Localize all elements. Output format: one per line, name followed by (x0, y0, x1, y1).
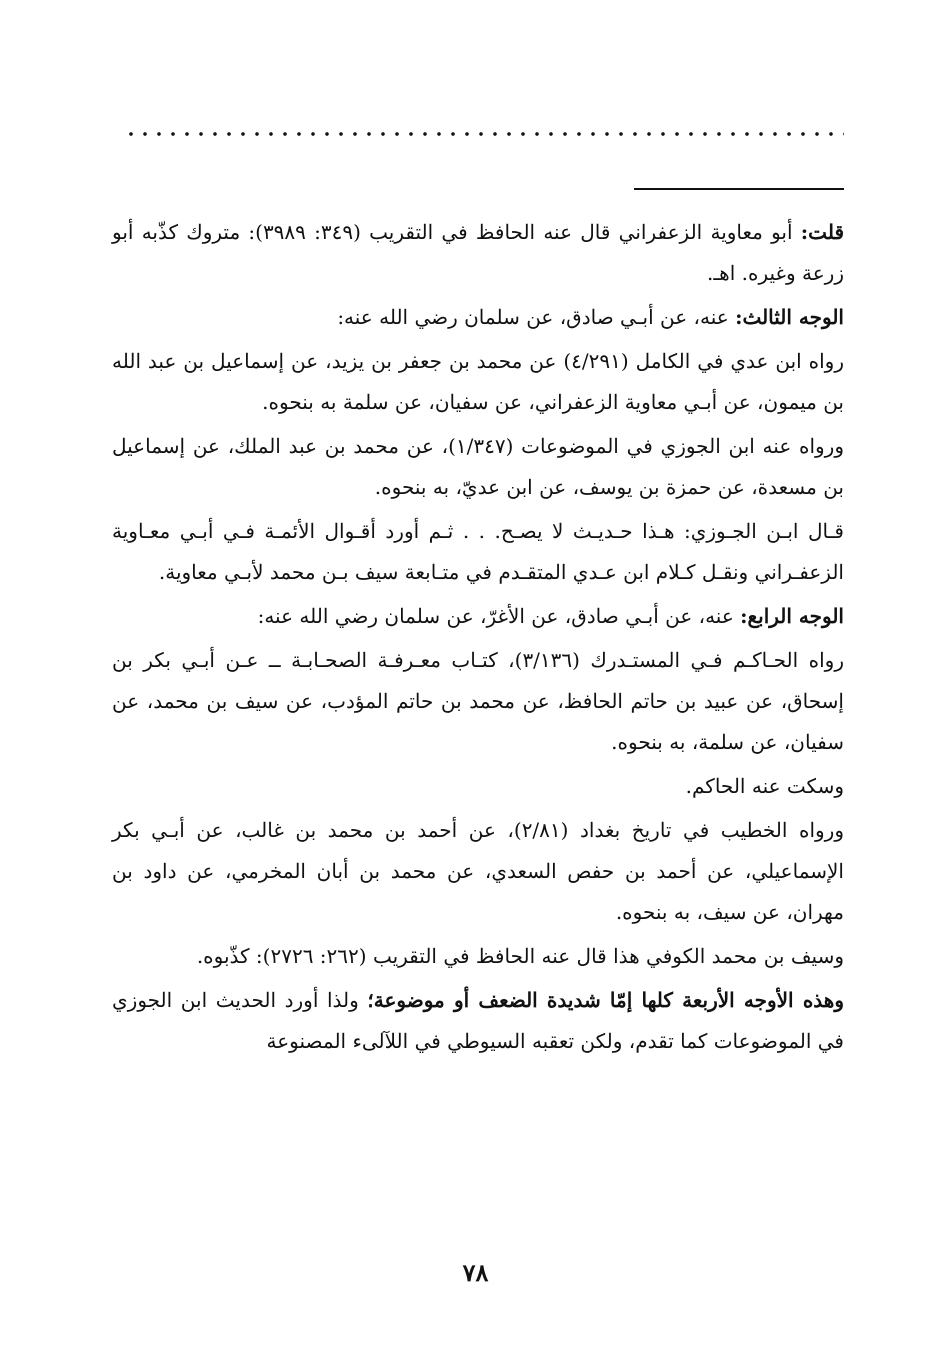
paragraph-lead: وهذه الأوجه الأربعة كلها إمّا شديدة الضعف أو موضوعة؛ (367, 988, 844, 1012)
paragraph-text: ولذا أورد الحديث ابن الجوزي في الموضوعات كما تقدم، ولكن تعقبه السيوطي في اللآلىء المصنوعة (112, 988, 844, 1053)
paragraph-1 (112, 212, 844, 294)
paragraph-2 (112, 297, 844, 338)
paragraph-3 (112, 341, 844, 423)
paragraph-text: عنه، عن أبـي صادق، عن الأغرّ، عن سلمان رضي الله عنه: (257, 604, 741, 628)
paragraph-text: ورواه عنه ابن الجوزي في الموضوعات (١/٣٤٧)، عن محمد بن عبد الملك، عن إسماعيل بن مسعدة، عن حمزة بن يوسف، عن ابن عديّ، به بنحوه. (112, 434, 844, 499)
paragraph-6 (112, 596, 844, 637)
paragraph-10 (112, 936, 844, 977)
paragraph-text: عنه، عن أبـي صادق، عن سلمان رضي الله عنه: (337, 305, 736, 329)
paragraph-7 (112, 640, 844, 763)
paragraph-text: ورواه الخطيب في تاريخ بغداد (٢/٨١)، عن أحمد بن محمد بن غالب، عن أبـي بكر الإسماعيلي، عن أحمد بن حفص السعدي، عن محمد بن أبان المخرمي، عن داود بن مهران، عن سيف، به بنحوه. (112, 818, 844, 924)
paragraph-lead: قلت: (800, 220, 844, 244)
paragraph-text: رواه الحـاكـم فـي المستـدرك (٣/١٣٦)، كتـاب معـرفـة الصحـابـة ــ عـن أبـي بكر بن إسحاق، عن عبيد بن حاتم الحافظ، عن محمد بن حاتم المؤدب، عن سيف بن محمد، عن سفيان، عن سلمة، به بنحوه. (112, 648, 844, 754)
page-number: ٧٨ (462, 1258, 489, 1287)
paragraph-lead: الوجه الرابع: (740, 604, 844, 628)
paragraph-8 (112, 766, 844, 807)
paragraph-lead: الوجه الثالث: (735, 305, 844, 329)
footnote-rule (634, 188, 844, 190)
footnote-text-block (112, 212, 844, 1065)
paragraph-text: أبو معاوية الزعفراني قال عنه الحافظ في التقريب (٣٤٩: ٣٩٨٩): متروك كذّبه أبو زرعة وغيره. اهـ. (112, 220, 844, 285)
dotted-separator (124, 128, 844, 140)
paragraph-11 (112, 980, 844, 1062)
paragraph-text: وسكت عنه الحاكم. (685, 774, 844, 798)
paragraph-9 (112, 810, 844, 933)
paragraph-text: رواه ابن عدي في الكامل (٤/٢٩١) عن محمد بن جعفر بن يزيد، عن إسماعيل بن عبد الله بن ميمون، عن أبـي معاوية الزعفراني، عن سفيان، عن سلمة به بنحوه. (112, 349, 844, 414)
paragraph-text: وسيف بن محمد الكوفي هذا قال عنه الحافظ في التقريب (٢٦٢: ٢٧٢٦): كذّبوه. (196, 944, 844, 968)
paragraph-text: قـال ابـن الجـوزي: هـذا حـديـث لا يصـح. . . ثـم أورد أقـوال الأئمـة فـي أبـي معـاوية الزعفـراني ونقـل كـلام ابن عـدي المتقـدم في متـابعة سيف بـن محمد لأبـي معاوية. (112, 519, 844, 584)
paragraph-5 (112, 511, 844, 593)
paragraph-4 (112, 426, 844, 508)
